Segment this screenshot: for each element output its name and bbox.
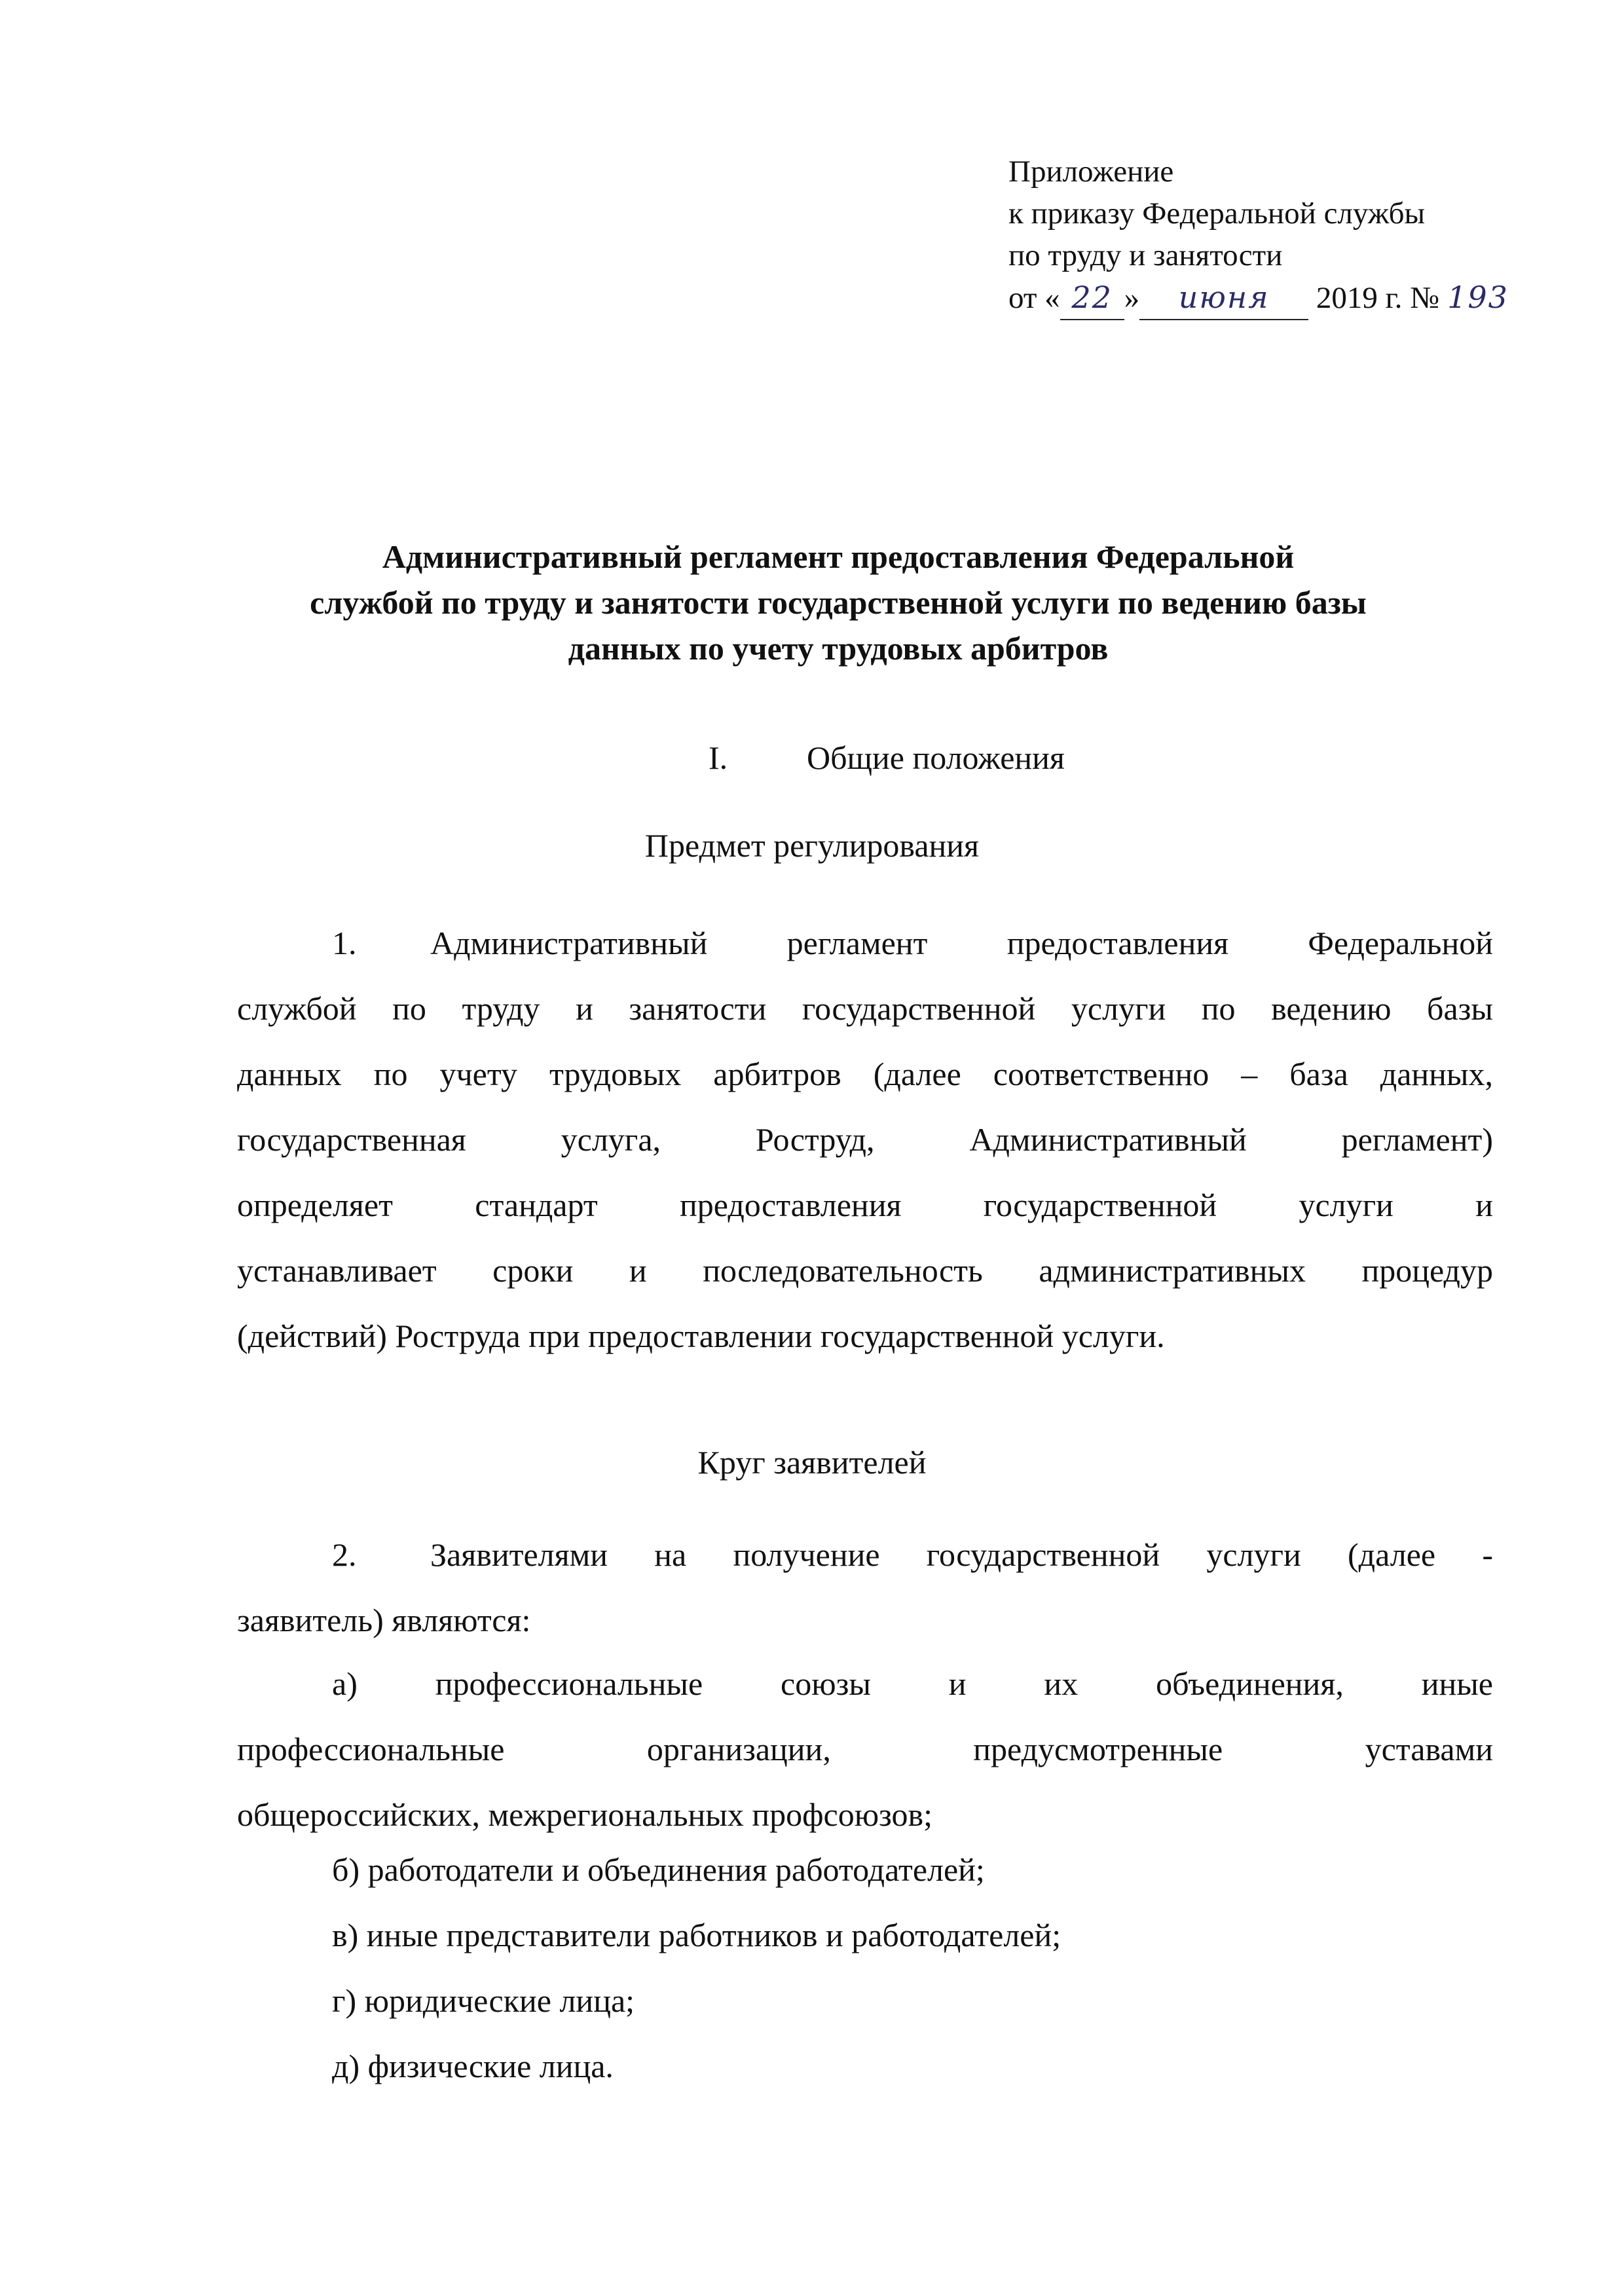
paragraph-1-line-1-text: Административный регламент предоставления Федеральной (430, 925, 1493, 961)
approval-line-2: к приказу Федеральной службы (1008, 196, 1426, 231)
date-prefix: от « (1008, 281, 1060, 315)
approval-block (1008, 151, 1532, 320)
section-number: I. (709, 739, 728, 776)
approval-line-3: по труду и занятости (1008, 238, 1283, 272)
handwritten-day (1060, 276, 1124, 320)
list-item-d: д) физические лица. (332, 2048, 614, 2084)
section-title: Общие положения (807, 739, 1065, 776)
subheading-applicants: Круг заявителей (697, 1444, 927, 1481)
paragraph-2-line: заявитель) являются: (237, 1602, 531, 1638)
applicants-list (237, 1837, 1493, 2099)
paragraph-2-number: 2. (332, 1536, 357, 1573)
list-item-b: б) работодатели и объединения работодателей; (332, 1851, 985, 1888)
subheading-regulation: Предмет регулирования (644, 827, 980, 864)
list-item-a-line: профессиональные организации, предусмотренные уставами (237, 1731, 1493, 1767)
list-item-g: г) юридические лица; (332, 1982, 635, 2019)
paragraph-1-line: устанавливает сроки и последовательность административных процедур (237, 1252, 1493, 1289)
section-heading (709, 735, 1065, 781)
paragraph-1-line: государственная услуга, Роструд, Административный регламент) (237, 1121, 1493, 1158)
list-item-a-line: общероссийских, межрегиональных профсоюзов; (237, 1796, 933, 1833)
document-title (196, 534, 1480, 671)
applicants-list-item-a (237, 1651, 1493, 1847)
paragraph-1-line: службой по труду и занятости государственной услуги по ведению базы (237, 990, 1493, 1027)
handwritten-month (1139, 276, 1308, 320)
paragraph-2 (237, 1522, 1493, 1653)
paragraph-2-line (237, 1522, 1493, 1587)
handwritten-order-number-text: 193 (1447, 280, 1509, 315)
paragraph-1-line: (действий) Роструда при предоставлении государственной услуги. (237, 1318, 1165, 1354)
paragraph-1 (237, 910, 1493, 1369)
handwritten-day-text: 22 (1071, 280, 1113, 315)
list-item-a-line: а) профессиональные союзы и их объединения, иные (332, 1665, 1493, 1702)
title-line-1: Административный регламент предоставления Федеральной (382, 538, 1295, 575)
paragraph-1-line: данных по учету трудовых арбитров (далее соответственно – база данных, (237, 1056, 1493, 1092)
paragraph-1-number: 1. (332, 925, 357, 961)
handwritten-month-text: июня (1178, 280, 1270, 315)
handwritten-order-number (1439, 276, 1517, 319)
title-line-3: данных по учету трудовых арбитров (568, 630, 1109, 667)
paragraph-2-line-1-text: Заявителями на получение государственной услуги (далее - (430, 1536, 1493, 1573)
approval-date-line (1008, 276, 1532, 320)
paragraph-1-line: определяет стандарт предоставления государственной услуги и (237, 1187, 1493, 1223)
paragraph-1-line (237, 910, 1493, 976)
approval-line-1: Приложение (1008, 155, 1174, 189)
list-item-v: в) иные представители работников и работодателей; (332, 1917, 1061, 1953)
date-quote-close: » (1124, 281, 1140, 315)
title-line-2: службой по труду и занятости государственной услуги по ведению базы (310, 584, 1367, 621)
date-year: 2019 г. № (1308, 281, 1439, 315)
